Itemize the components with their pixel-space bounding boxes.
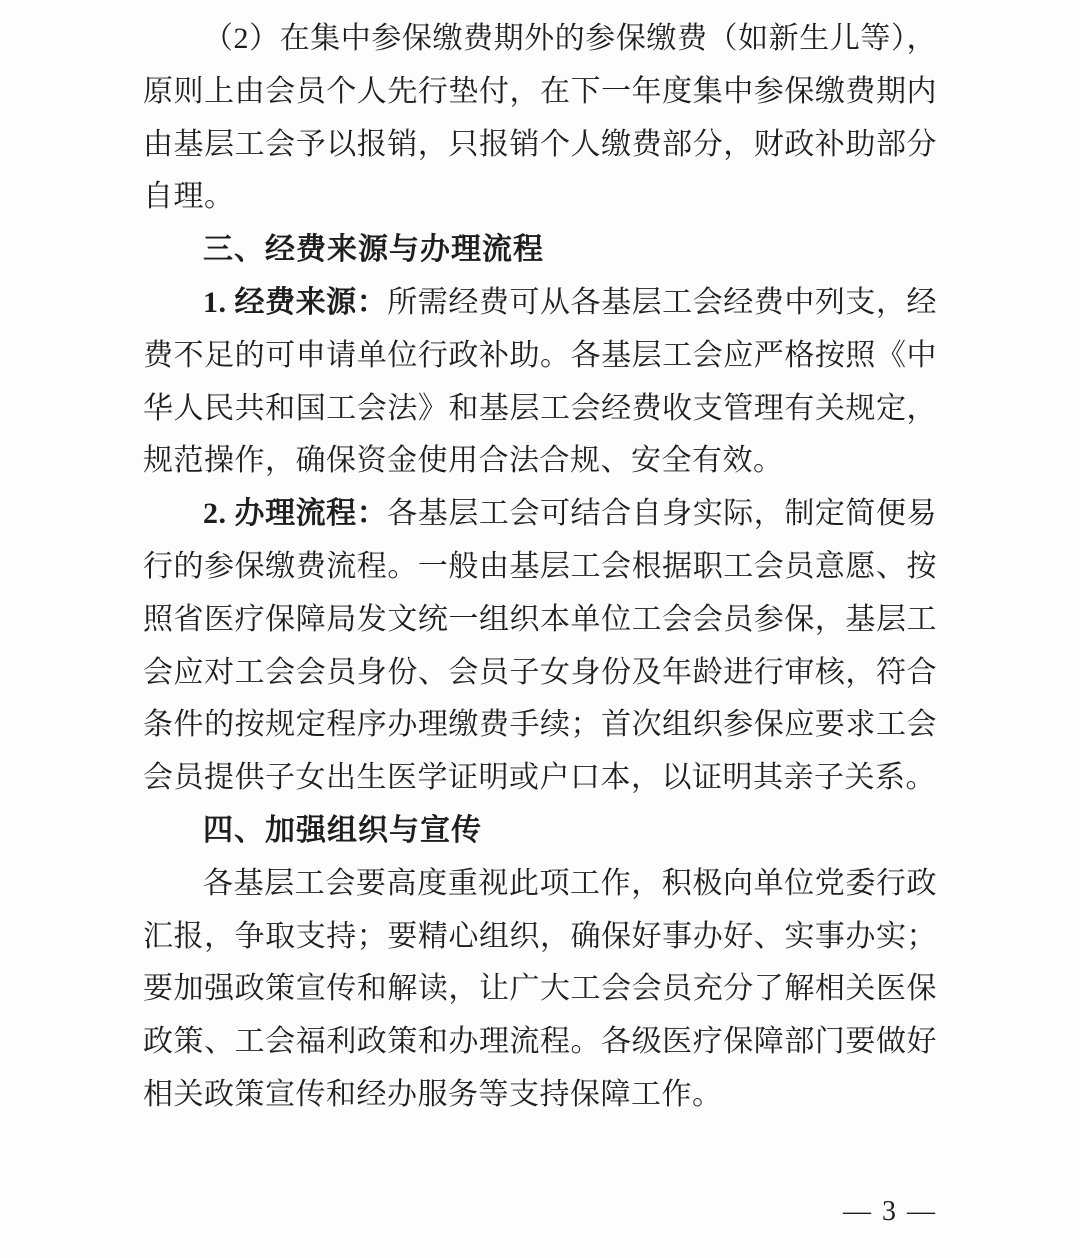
section-heading-4: 四、加强组织与宣传 [203,813,482,847]
paragraph-text: （2）在集中参保缴费期外的参保缴费（如新生儿等），原则上由会员个人先行垫付，在下一年度集中参保缴费期内由基层工会予以报销，只报销个人缴费部分，财政补助部分自理。 [143,22,937,214]
page-number: — 3 — [843,1196,937,1227]
paragraph-publicity [143,858,937,1122]
paragraph-lead-bold: 2. 办理流程： [203,497,388,531]
paragraph-item-2 [143,13,937,224]
section-heading-3: 三、经费来源与办理流程 [203,233,544,267]
paragraph-lead-bold: 1. 经费来源： [203,285,388,319]
paragraph-process [143,488,937,805]
paragraph-text: 各基层工会要高度重视此项工作，积极向单位党委行政汇报，争取支持；要精心组织，确保好事办好、实事办实；要加强政策宣传和解读，让广大工会会员充分了解相关医保政策、工会福利政策和办理流程。各级医疗保障部门要做好相关政策宣传和经办服务等支持保障工作。 [143,866,937,1111]
paragraph-text: 各基层工会可结合自身实际，制定简便易行的参保缴费流程。一般由基层工会根据职工会员意愿、按照省医疗保障局发文统一组织本单位工会会员参保，基层工会应对工会会员身份、会员子女身份及年龄进行审核，符合条件的按规定程序办理缴费手续；首次组织参保应要求工会会员提供子女出生医学证明或户口本，以证明其亲子关系。 [143,497,938,795]
paragraph-funding-source [143,277,937,488]
paragraph-text: 所需经费可从各基层工会经费中列支，经费不足的可申请单位行政补助。各基层工会应严格按照《中华人民共和国工会法》和基层工会经费收支管理有关规定，规范操作，确保资金使用合法合规、安全有效。 [143,285,938,478]
